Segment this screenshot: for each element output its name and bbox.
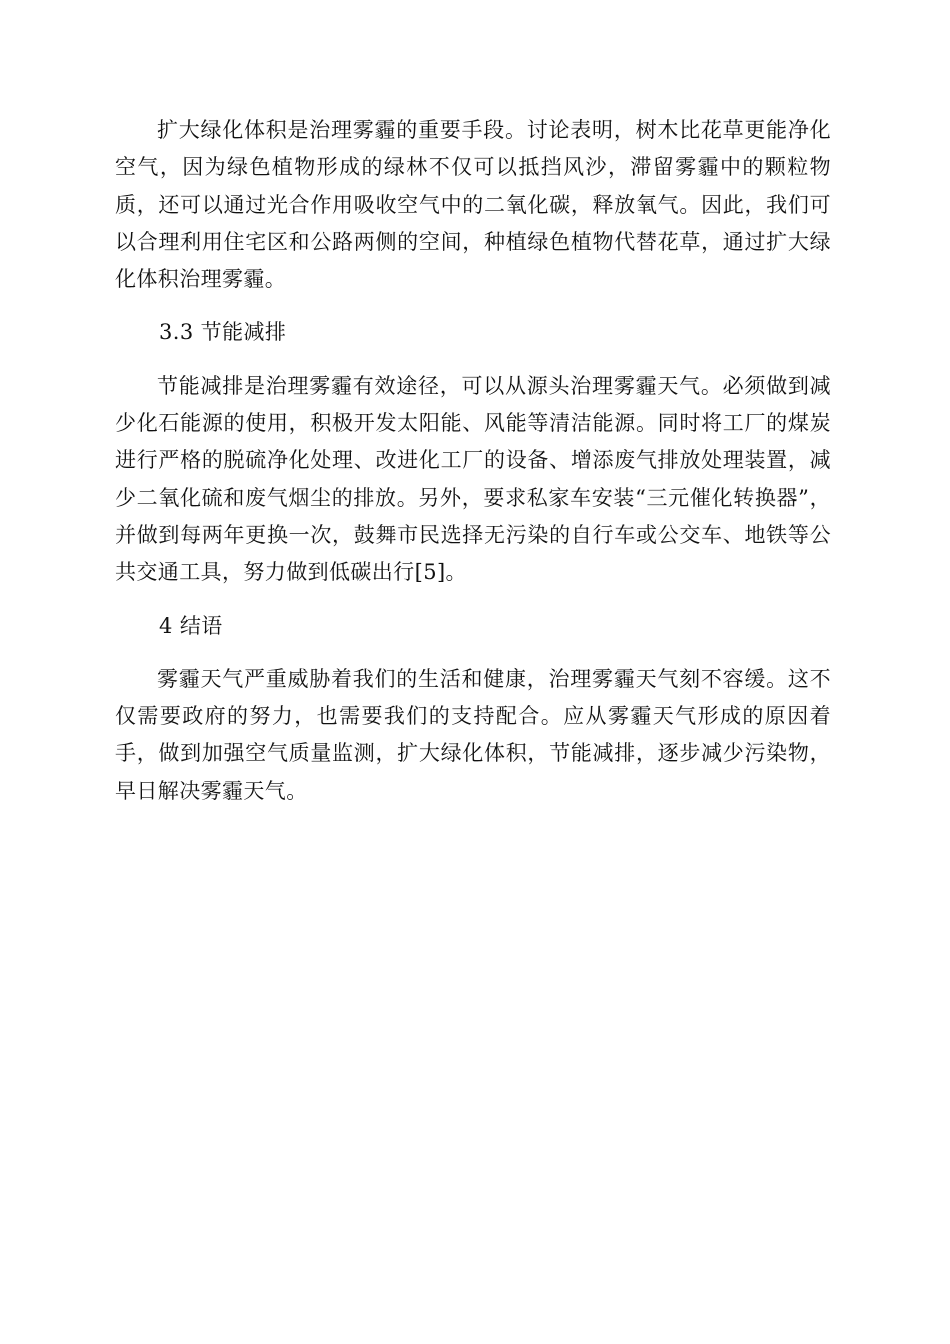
section-heading-4: 4 结语 <box>159 613 223 638</box>
paragraph-gap <box>115 352 831 368</box>
section-heading-3-3: 3.3 节能减排 <box>159 320 287 345</box>
paragraph-green-volume: 扩大绿化体积是治理雾霾的重要手段。讨论表明，树木比花草更能净化空气，因为绿色植物形成的绿林不仅可以抵挡风沙，滞留雾霾中的颗粒物质，还可以通过光合作用吸收空气中的二氧化碳，释放氧气。因此，我们可以合理利用住宅区和公路两侧的空间，种植绿色植物代替花草，通过扩大绿化体积治理雾霾。 <box>115 118 831 292</box>
paragraph-gap <box>115 298 831 314</box>
paragraph-gap <box>115 645 831 661</box>
document-body <box>115 112 831 810</box>
paragraph-gap <box>115 592 831 608</box>
paragraph-energy-saving: 节能减排是治理雾霾有效途径，可以从源头治理雾霾天气。必须做到减少化石能源的使用，积极开发太阳能、风能等清洁能源。同时将工厂的煤炭进行严格的脱硫净化处理、改进化工厂的设备、增添废气排放处理装置，减少二氧化硫和废气烟尘的排放。另外，要求私家车安装“三元催化转换器”，并做到每两年更换一次，鼓舞市民选择无污染的自行车或公交车、地铁等公共交通工具，努力做到低碳出行[5]。 <box>115 373 831 585</box>
paragraph-conclusion: 雾霾天气严重威胁着我们的生活和健康，治理雾霾天气刻不容缓。这不仅需要政府的努力，也需要我们的支持配合。应从雾霾天气形成的原因着手，做到加强空气质量监测，扩大绿化体积，节能减排，逐步减少污染物，早日解决雾霾天气。 <box>115 666 831 803</box>
